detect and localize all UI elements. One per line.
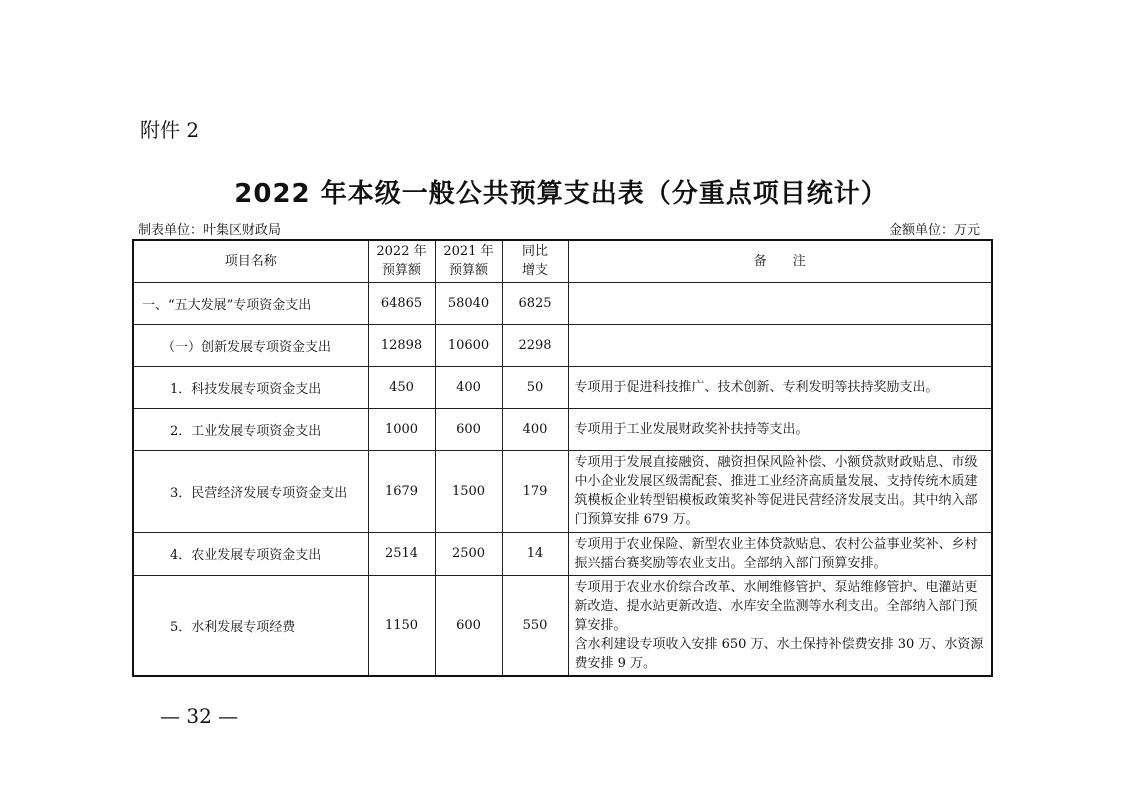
table-row	[133, 282, 992, 324]
row-2022: 64865	[368, 282, 435, 324]
col-header-name: 项目名称	[133, 240, 368, 282]
row-diff: 6825	[502, 282, 568, 324]
row-note	[568, 282, 992, 324]
row-note: 专项用于农业保险、新型农业主体贷款贴息、农村公益事业奖补、乡村振兴擂台赛奖励等农业支出。全部纳入部门预算安排。	[568, 532, 992, 575]
row-note	[568, 324, 992, 366]
row-2022: 1000	[368, 408, 435, 450]
row-name: 1．科技发展专项资金支出	[133, 366, 368, 408]
row-2021: 1500	[435, 450, 502, 532]
budget-table	[132, 239, 993, 677]
table-row	[133, 532, 992, 575]
row-2021: 2500	[435, 532, 502, 575]
col-header-note: 备 注	[568, 240, 992, 282]
row-note-main: 专项用于农业水价综合改革、水闸维修管护、泵站维修管护、电灌站更新改造、提水站更新改造、水库安全监测等水利支出。全部纳入部门预算安排。	[574, 579, 978, 633]
table-row	[133, 575, 992, 676]
row-diff: 14	[502, 532, 568, 575]
row-2022: 450	[368, 366, 435, 408]
row-note: 专项用于工业发展财政奖补扶持等支出。	[568, 408, 992, 450]
col-header-2021: 2021 年 预算额	[435, 240, 502, 282]
row-2021: 600	[435, 408, 502, 450]
row-2021: 600	[435, 575, 502, 676]
row-name: 3．民营经济发展专项资金支出	[133, 450, 368, 532]
col-header-2022: 2022 年 预算额	[368, 240, 435, 282]
table-header-row	[133, 240, 992, 282]
row-note: 专项用于发展直接融资、融资担保风险补偿、小额贷款财政贴息、市级中小企业发展区级需配套、推进工业经济高质量发展、支持传统木质建筑模板企业转型铝模板政策奖补等促进民营经济发展支出。其中纳入部门预算安排 679 万。	[568, 450, 992, 532]
row-2022: 2514	[368, 532, 435, 575]
issuing-unit: 制表单位：叶集区财政局	[138, 223, 282, 238]
document-title: 2022 年本级一般公共预算支出表（分重点项目统计）	[234, 179, 888, 209]
col-header-diff: 同比 增支	[502, 240, 568, 282]
row-name: （一）创新发展专项资金支出	[133, 324, 368, 366]
row-note	[568, 575, 992, 676]
amount-unit: 金额单位：万元	[888, 223, 980, 238]
row-2022: 1679	[368, 450, 435, 532]
row-name: 2．工业发展专项资金支出	[133, 408, 368, 450]
row-diff: 400	[502, 408, 568, 450]
table-row	[133, 324, 992, 366]
row-2022: 1150	[368, 575, 435, 676]
row-name: 4．农业发展专项资金支出	[133, 532, 368, 575]
table-row	[133, 366, 992, 408]
row-note: 专项用于促进科技推广、技术创新、专利发明等扶持奖励支出。	[568, 366, 992, 408]
page-number: — 32 —	[160, 704, 239, 728]
row-2022: 12898	[368, 324, 435, 366]
row-name: 5．水利发展专项经费	[133, 575, 368, 676]
row-diff: 50	[502, 366, 568, 408]
row-diff: 179	[502, 450, 568, 532]
attachment-label: 附件 2	[140, 118, 200, 142]
row-2021: 10600	[435, 324, 502, 366]
row-diff: 2298	[502, 324, 568, 366]
row-2021: 58040	[435, 282, 502, 324]
row-diff: 550	[502, 575, 568, 676]
row-name: 一、“五大发展”专项资金支出	[133, 282, 368, 324]
row-note-extra: 含水利建设专项收入安排 650 万、水土保持补偿费安排 30 万、水资源费安排 9 万。	[574, 636, 984, 671]
row-2021: 400	[435, 366, 502, 408]
table-row	[133, 408, 992, 450]
table-row	[133, 450, 992, 532]
